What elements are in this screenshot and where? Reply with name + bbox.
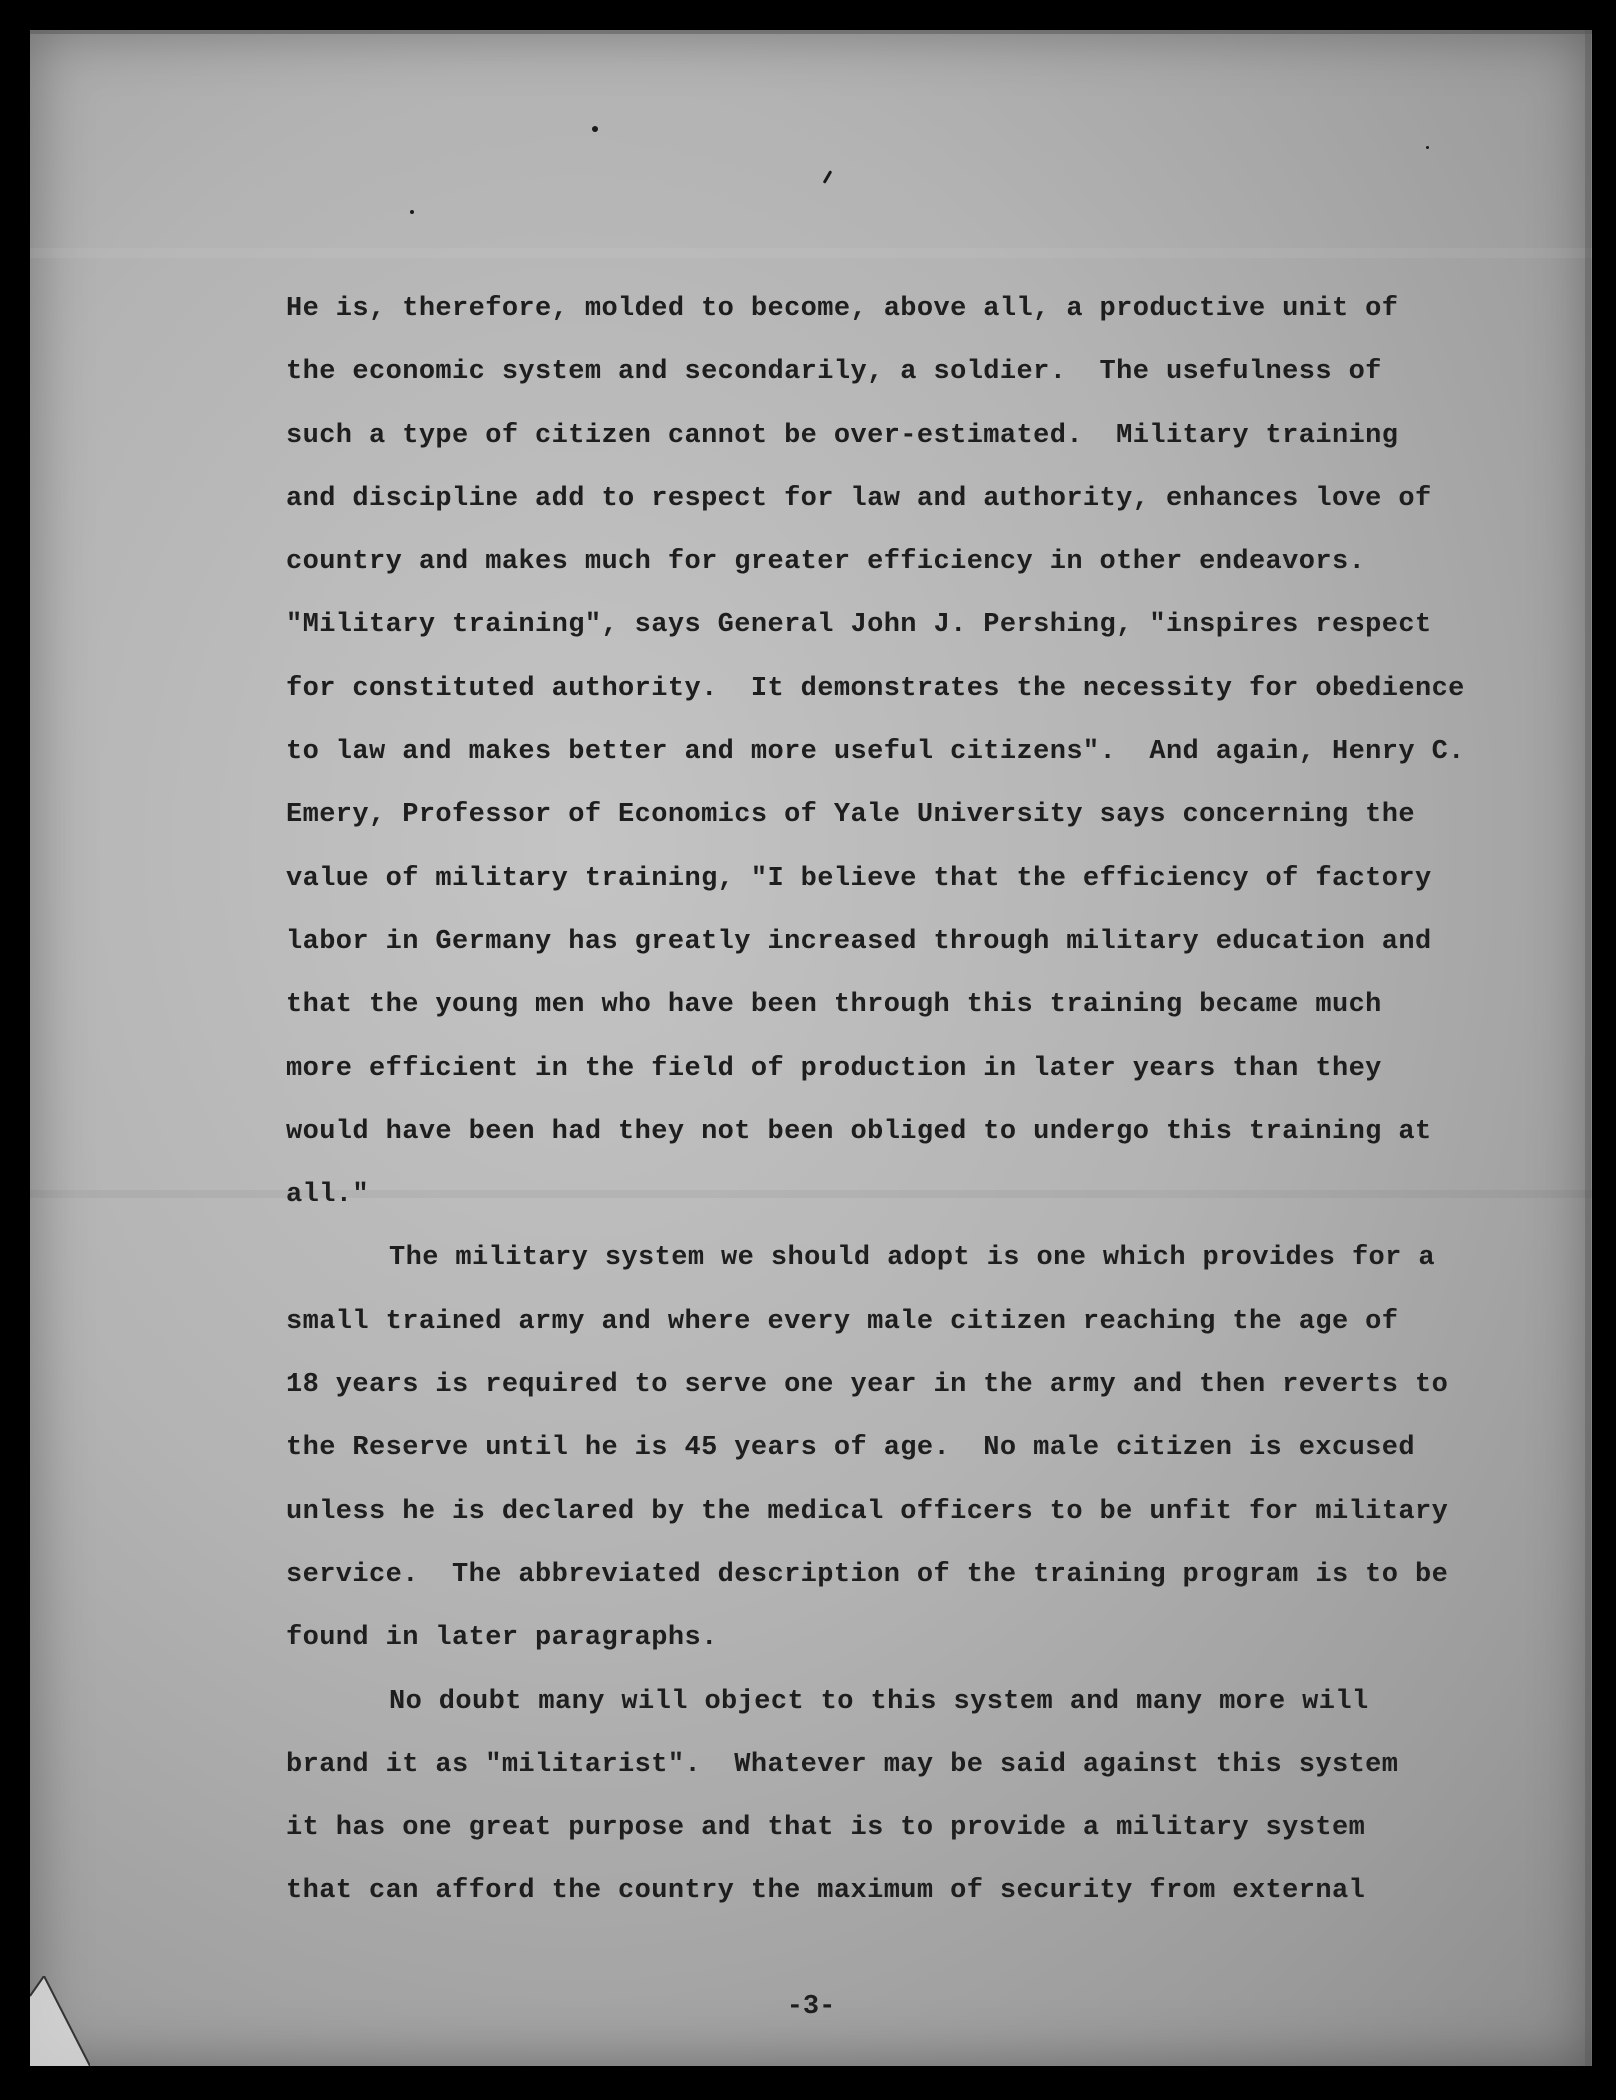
text-line: for constituted authority. It demonstrates the necessity for obedience bbox=[286, 673, 1465, 704]
text-line: that can afford the country the maximum of security from external bbox=[286, 1876, 1366, 1907]
text-line: 18 years is required to serve one year in the army and then reverts to bbox=[286, 1370, 1449, 1401]
text-line: No doubt many will object to this system and many more will bbox=[389, 1686, 1369, 1717]
text-line: "Military training", says General John J. Pershing, "inspires respect bbox=[286, 610, 1432, 641]
text-line: brand it as "militarist". Whatever may be said against this system bbox=[286, 1749, 1399, 1780]
text-line: the Reserve until he is 45 years of age. No male citizen is excused bbox=[286, 1433, 1415, 1464]
text-line: would have been had they not been obliged to undergo this training at bbox=[286, 1116, 1432, 1147]
paragraph-2 bbox=[286, 1227, 1449, 1670]
text-line: small trained army and where every male citizen reaching the age of bbox=[286, 1306, 1399, 1337]
text-line: unless he is declared by the medical officers to be unfit for military bbox=[286, 1496, 1449, 1527]
fold-crease-top bbox=[30, 248, 1592, 258]
text-line: labor in Germany has greatly increased through military education and bbox=[286, 926, 1432, 957]
paragraph-1 bbox=[286, 278, 1465, 1227]
text-line: service. The abbreviated description of the training program is to be bbox=[286, 1559, 1449, 1590]
text-line: Emery, Professor of Economics of Yale University says concerning the bbox=[286, 800, 1415, 831]
text-line: such a type of citizen cannot be over-estimated. Military training bbox=[286, 420, 1399, 451]
text-line: to law and makes better and more useful citizens". And again, Henry C. bbox=[286, 737, 1465, 768]
paragraph-3 bbox=[286, 1671, 1446, 1924]
typewritten-page bbox=[30, 30, 1592, 2066]
text-line: all." bbox=[286, 1180, 370, 1211]
text-line: it has one great purpose and that is to provide a military system bbox=[286, 1813, 1366, 1844]
text-line: the economic system and secondarily, a soldier. The usefulness of bbox=[286, 357, 1382, 388]
page-number: -3- bbox=[786, 1992, 836, 2022]
text-line: found in later paragraphs. bbox=[286, 1623, 718, 1654]
dust-speck bbox=[410, 210, 414, 214]
page-body bbox=[286, 278, 1465, 1924]
dust-speck bbox=[592, 126, 598, 132]
text-line: that the young men who have been through this training became much bbox=[286, 990, 1382, 1021]
text-line: He is, therefore, molded to become, above all, a productive unit of bbox=[286, 294, 1399, 324]
text-line: more efficient in the field of production in later years than they bbox=[286, 1053, 1382, 1084]
dust-speck bbox=[1426, 146, 1429, 149]
dust-speck bbox=[823, 170, 833, 184]
text-line: country and makes much for greater efficiency in other endeavors. bbox=[286, 547, 1366, 578]
text-line: The military system we should adopt is one which provides for a bbox=[389, 1243, 1435, 1274]
text-line: and discipline add to respect for law and authority, enhances love of bbox=[286, 483, 1432, 514]
text-line: value of military training, "I believe that the efficiency of factory bbox=[286, 863, 1432, 894]
torn-corner bbox=[30, 1976, 90, 2066]
